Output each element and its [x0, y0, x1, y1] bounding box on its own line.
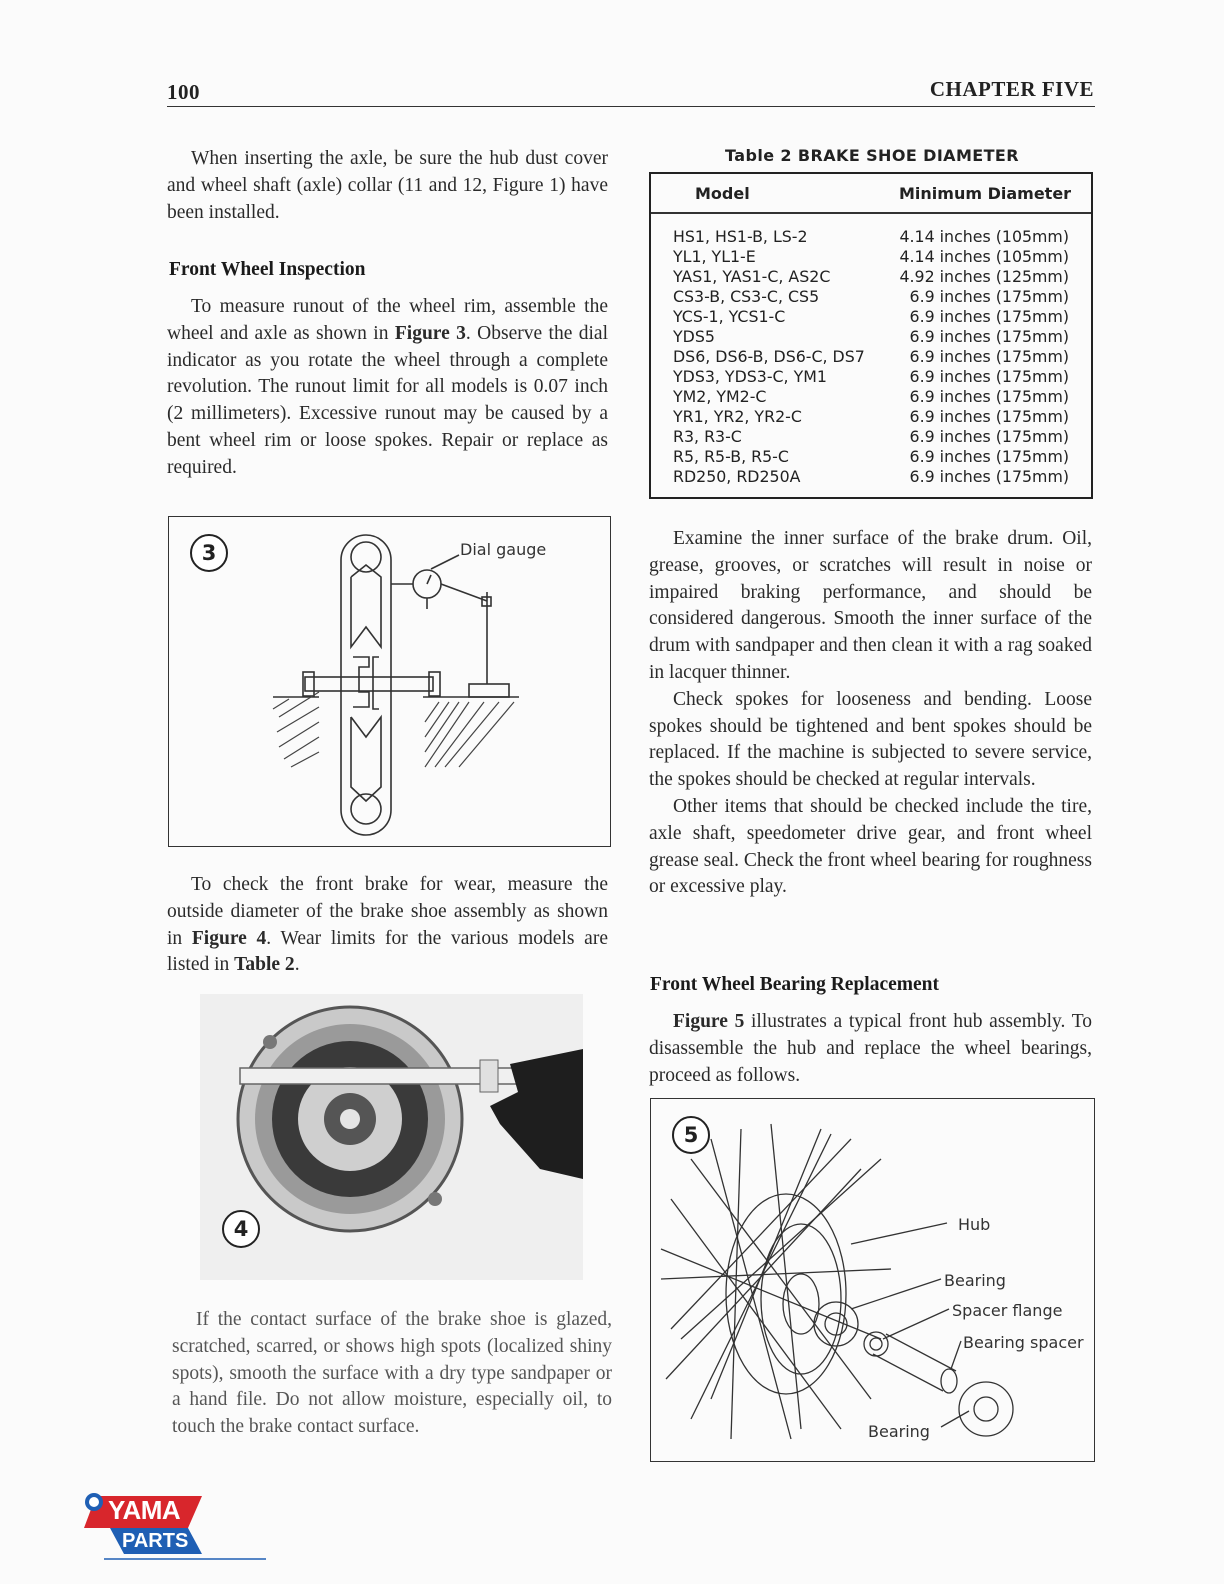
left-paragraph-1: When inserting the axle, be sure the hub dust cover and wheel shaft (axle) collar (11 and 12, Figure 1) have been installed. [167, 148, 608, 223]
logo-text-bottom: PARTS [122, 1530, 189, 1552]
table-2-ref: Table 2 [234, 954, 295, 976]
table-2-title: Table 2 BRAKE SHOE DIAMETER [725, 146, 1019, 165]
dial-gauge-label: Dial gauge [460, 540, 547, 559]
label-spacer-flange: Spacer flange [952, 1301, 1063, 1320]
table-row: CS3-B, CS3-C, CS5 6.9 inches (175mm) [673, 287, 1069, 306]
yama-parts-logo [84, 1492, 284, 1562]
right-paragraphs [649, 526, 1092, 901]
chapter-title: CHAPTER FIVE [929, 77, 1094, 101]
page-number: 100 [167, 80, 200, 104]
table-row: YDS3, YDS3-C, YM1 6.9 inches (175mm) [673, 367, 1069, 386]
right-paragraph-4: Figure 5 illustrates a typical front hub assembly. To disassemble the hub and replace the wheel bearings, proceed as follows. [649, 1011, 1092, 1086]
figure-5-ref: Figure 5 [673, 1011, 745, 1032]
label-bearing-bottom: Bearing [868, 1422, 930, 1441]
figure-4 [200, 994, 583, 1280]
logo-text-top: YAMA [108, 1495, 181, 1525]
table-row: HS1, HS1-B, LS-2 4.14 inches (105mm) [673, 227, 1069, 246]
col-header-diameter: Minimum Diameter [899, 184, 1072, 203]
heading-front-wheel-inspection: Front Wheel Inspection [169, 259, 366, 280]
figure-3 [168, 516, 611, 847]
table-row: YCS-1, YCS1-C 6.9 inches (175mm) [673, 307, 1069, 326]
left-paragraph-3: To check the front brake for wear, measure the outside diameter of the brake shoe assembly as shown in Figure 4. Wear limits for the various models are listed in Table 2. [167, 874, 608, 976]
table-header-rule [651, 212, 1091, 214]
figure-5-number: 5 [672, 1116, 710, 1154]
table-row: YDS5 6.9 inches (175mm) [673, 327, 1069, 346]
table-row: YAS1, YAS1-C, AS2C 4.92 inches (125mm) [673, 267, 1069, 286]
figure-4-number: 4 [222, 1210, 260, 1248]
table-row: YL1, YL1-E 4.14 inches (105mm) [673, 247, 1069, 266]
right-paragraph-2: Check spokes for looseness and bending. Loose spokes should be tightened and bent spokes should be replaced. If the machine is subjected to severe service, the spokes should be checked at regular intervals. [649, 688, 1092, 791]
table-row: RD250, RD250A 6.9 inches (175mm) [673, 467, 1069, 486]
table-row: YR1, YR2, YR2-C 6.9 inches (175mm) [673, 407, 1069, 426]
table-row: R3, R3-C 6.9 inches (175mm) [673, 427, 1069, 446]
label-bearing-spacer: Bearing spacer [963, 1333, 1084, 1352]
wheel-runout-diagram [169, 517, 609, 845]
front-hub-diagram [651, 1099, 1093, 1460]
heading-bearing-replacement: Front Wheel Bearing Replacement [650, 974, 940, 995]
figure-3-ref: Figure 3 [394, 322, 466, 344]
figure-3-number: 3 [190, 534, 228, 572]
right-paragraph-1: Examine the inner surface of the brake drum. Oil, grease, grooves, or scratches will result in noise or impaired braking performance, and should be considered dangerous. Smooth the inner surface of the drum with sandpaper and then clean it with a rag soaked in lacquer thinner. [649, 528, 1092, 683]
table-2 [649, 172, 1093, 499]
label-hub: Hub [958, 1215, 991, 1234]
table-row: R5, R5-B, R5-C 6.9 inches (175mm) [673, 447, 1069, 466]
right-paragraph-3: Other items that should be checked include the tire, axle shaft, speedometer drive gear, and front wheel grease seal. Check the front wheel bearing for roughness or excessive play. [649, 795, 1092, 898]
left-paragraph-4: If the contact surface of the brake shoe is glazed, scratched, scarred, or shows high spots (localized shiny spots), smooth the surface with a dry type sandpaper or a hand file. Do not allow moisture, especially oil, to touch the brake contact surface. [172, 1309, 612, 1438]
figure-4-ref: Figure 4 [191, 927, 267, 949]
table-row: DS6, DS6-B, DS6-C, DS7 6.9 inches (175mm) [673, 347, 1069, 366]
table-row: YM2, YM2-C 6.9 inches (175mm) [673, 387, 1069, 406]
label-bearing-top: Bearing [944, 1271, 1006, 1290]
figure-5 [650, 1098, 1095, 1462]
header-rule [167, 106, 1095, 107]
col-header-model: Model [695, 184, 750, 203]
left-paragraph-2: To measure runout of the wheel rim, assemble the wheel and axle as shown in Figure 3. Observe the dial indicator as you rotate the wheel through a complete revolution. The runout limit for all models is 0.07 inch (2 millimeters). Excessive runout may be caused by a bent wheel rim or loose spokes. Repair or replace as required. [167, 296, 608, 478]
